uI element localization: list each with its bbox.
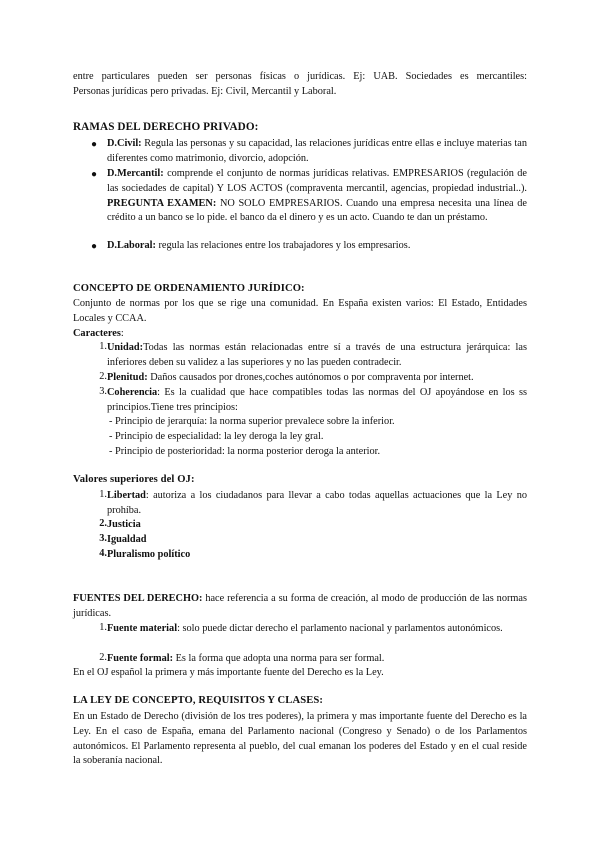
ordenamiento-heading: CONCEPTO DE ORDENAMIENTO JURÍDICO:: [73, 283, 305, 294]
list-item-pluralismo: Pluralismo político: [107, 549, 191, 560]
list-number: 2.: [99, 371, 107, 382]
fuentes-paragraph: [73, 592, 527, 622]
list-number: 3.: [99, 533, 107, 544]
fuentes-closing: En el OJ español la primera y más importante fuente del Derecho es la Ley.: [73, 667, 384, 678]
list-item-mercantil: [107, 167, 527, 226]
text-plenitud: Daños causados por drones,coches autónomos o por compraventa por internet.: [147, 372, 474, 383]
text-fuente-material: : solo puede dictar derecho el parlamento nacional y parlamentos autonómicos.: [177, 623, 503, 634]
ordenamiento-text: Conjunto de normas por los que se rige una comunidad. En España existen varios: El Estado, Entidades Locales y CCAA.: [73, 298, 527, 324]
text-coherencia: : Es la cualidad que hace compatibles todas las normas del OJ apoyándose en los ss principios.Tiene tres principios:: [107, 387, 527, 413]
term-laboral: D.Laboral:: [107, 240, 156, 251]
valores-heading: Valores superiores del OJ:: [73, 474, 195, 485]
fuentes-text: hace referencia a su forma de creación, al modo de producción de las normas jurídicas.: [73, 593, 527, 619]
term-plenitud: Plenitud:: [107, 372, 148, 383]
list-number: 4.: [99, 548, 107, 559]
principio-posterioridad: - Principio de posterioridad: la norma posterior deroga la anterior.: [109, 446, 381, 457]
principio-jerarquia: - Principio de jerarquía: la norma superior prevalece sobre la inferior.: [109, 416, 395, 427]
term-civil: D.Civil:: [107, 138, 142, 149]
ley-text: En un Estado de Derecho (división de los tres poderes), la primera y mas importante fuente del Derecho es la Ley. En el caso de España, emana del Parlamento nacional (Congreso y Senado) o de los Parlamentos autonómicos. El Parlamento representa al pueblo, del cual emanan los poderes del Estado y en el cual reside la soberanía nacional.: [73, 711, 527, 767]
text-civil: Regula las personas y su capacidad, las relaciones jurídicas entre ellas e incluye materias tan diferentes como matrimonio, divorcio, adopción.: [107, 138, 527, 164]
bullet-icon: ●: [91, 139, 98, 150]
bullet-icon: ●: [91, 241, 98, 252]
ley-heading: LA LEY DE CONCEPTO, REQUISITOS Y CLASES:: [73, 695, 323, 706]
term-fuente-material: Fuente material: [107, 623, 178, 634]
intro-line-2: Personas jurídicas pero privadas. Ej: Civil, Mercantil y Laboral.: [73, 85, 337, 97]
ramas-heading: RAMAS DEL DERECHO PRIVADO:: [73, 121, 259, 133]
fuentes-heading: FUENTES DEL DERECHO:: [73, 593, 203, 604]
term-fuente-formal: Fuente formal:: [107, 653, 174, 664]
intro-line-1: entre particulares pueden ser personas físicas o jurídicas. Ej: UAB. Sociedades es mercantiles:: [73, 71, 527, 82]
list-number: 2.: [99, 518, 107, 529]
pregunta-examen-label: PREGUNTA EXAMEN:: [107, 197, 217, 209]
term-coherencia: Coherencia: [107, 387, 158, 398]
text-fuente-formal: Es la forma que adopta una norma para ser formal.: [173, 653, 385, 664]
intro-paragraph: [73, 70, 527, 100]
list-number: 1.: [99, 341, 107, 352]
list-number: 1.: [99, 622, 107, 633]
caracteres-colon: :: [120, 328, 124, 339]
caracteres-term: Caracteres: [73, 328, 121, 339]
list-number: 2.: [99, 652, 107, 663]
principio-especialidad: - Principio de especialidad: la ley deroga la ley gral.: [109, 431, 324, 442]
list-item-justicia: Justicia: [107, 519, 141, 530]
list-item-coherencia: [107, 386, 527, 416]
list-number: 3.: [99, 386, 107, 397]
list-number: 1.: [99, 489, 107, 500]
list-item-fuente-formal: [107, 652, 527, 667]
text-mercantil-2: NO SOLO EMPRESARIOS. Cuando una empresa necesita una línea de crédito a un banco se lo pide. el banco da el dinero y es un acto. Cuando te dan un préstamo.: [107, 197, 527, 224]
list-item-fuente-material: [107, 622, 527, 637]
text-mercantil: comprende el conjunto de normas jurídicas relativas. EMPRESARIOS (regulación de las sociedades de capital) Y LOS ACTOS (compraventa mercantil, agencias, propiedad industrial..).: [107, 168, 527, 194]
caracteres-label: [73, 327, 527, 342]
text-laboral: regula las relaciones entre los trabajadores y los empresarios.: [155, 240, 411, 251]
term-unidad: Unidad:: [107, 342, 144, 353]
list-item-igualdad: Igualdad: [107, 534, 147, 545]
text-libertad: : autoriza a los ciudadanos para llevar a cabo todas aquellas actuaciones que la Ley no prohíba.: [107, 490, 527, 516]
term-libertad: Libertad: [107, 490, 146, 501]
list-item-plenitud: [107, 371, 527, 386]
list-item-libertad: [107, 489, 527, 519]
list-item-laboral: [107, 239, 527, 254]
list-item-civil: [107, 137, 527, 167]
list-item-unidad: [107, 341, 527, 371]
term-mercantil: D.Mercantil:: [107, 168, 164, 179]
text-unidad: Todas las normas están relacionadas entre sí a través de una estructura jerárquica: las inferiores deben su validez a las superiores y no las pueden contradecir.: [107, 342, 527, 368]
bullet-icon: ●: [91, 169, 98, 180]
